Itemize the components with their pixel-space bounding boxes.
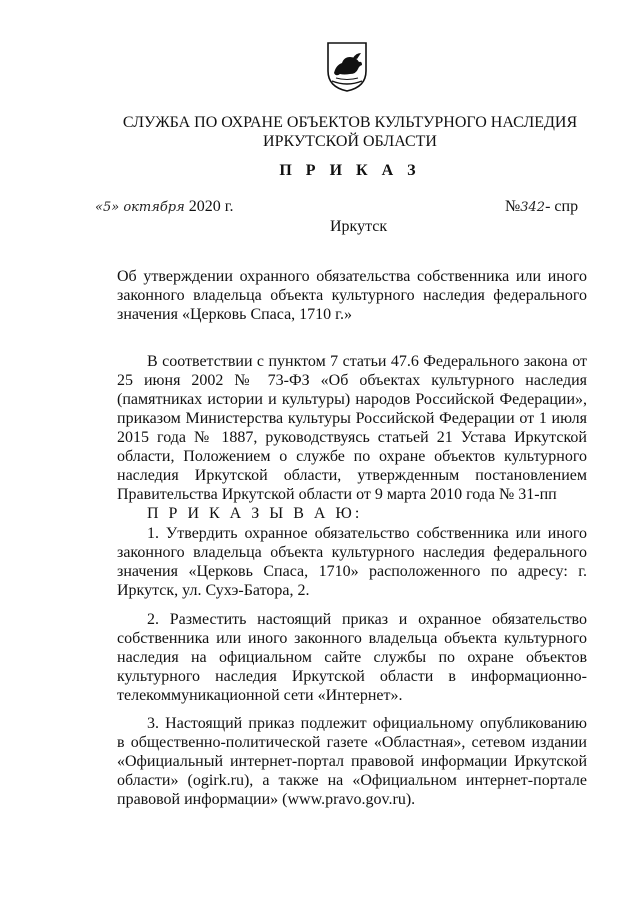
order-date <box>95 198 234 216</box>
date-close-quote: » <box>111 200 124 215</box>
date-year: 2020 г. <box>184 198 234 215</box>
date-day-handwritten: 5 <box>102 200 112 215</box>
number-handwritten: 342 <box>520 200 546 215</box>
number-suffix: - спр <box>545 198 579 215</box>
organization-name-line2: ИРКУТСКОЙ ОБЛАСТИ <box>263 133 437 150</box>
order-number <box>505 198 578 216</box>
order-word: П Р И К А З Ы В А Ю: <box>147 505 363 522</box>
order-item-2: 2. Разместить настоящий приказ и охранное обязательство собственника или иного законного владельца объекта культурного наследия на официальном сайте службы по охране объектов культурного наследия Иркутской области в информационно-телекоммуникационной сети «Интернет». <box>117 611 587 704</box>
order-item-1: 1. Утвердить охранное обязательство собственника или иного законного владельца объекта культурного наследия федерального значения «Церковь Спаса, 1710» расположенного по адресу: г. Иркутск, ул. Сухэ-Батора, 2. <box>117 525 587 599</box>
number-sign: № <box>505 198 521 215</box>
city: Иркутск <box>330 218 388 235</box>
order-item-3: 3. Настоящий приказ подлежит официальному опубликованию в общественно-политической газете «Областная», сетевом издании «Официальный интернет-портал правовой информации Иркутской области» (ogirk.ru), а также на «Официальном интернет-портале правовой информации» (www.pravo.gov.ru). <box>117 715 587 808</box>
document-type-title: П Р И К А З <box>279 162 421 179</box>
preamble-paragraph: В соответствии с пунктом 7 статьи 47.6 Федерального закона от 25 июня 2002 № 73-ФЗ «Об объектах культурного наследия (памятниках истории и культуры) народов Российской Федерации», приказом Министерства культуры Российской Федерации от 1 июля 2015 года № 1887, руководствуясь статьей 21 Устава Иркутской области, Положением о службе по охране объектов культурного наследия Иркутской области, утвержденным постановлением Правительства Иркутской области от 9 марта 2010 года № 31-пп <box>117 353 587 503</box>
date-open-quote: « <box>95 200 103 215</box>
date-month-handwritten: октября <box>123 200 185 215</box>
coat-of-arms-icon <box>326 41 368 93</box>
order-subject: Об утверждении охранного обязательства собственника или иного законного владельца объекта культурного наследия федерального значения «Церковь Спаса, 1710 г.» <box>117 268 587 323</box>
organization-name-line1: СЛУЖБА ПО ОХРАНЕ ОБЪЕКТОВ КУЛЬТУРНОГО НАСЛЕДИЯ <box>122 114 578 131</box>
